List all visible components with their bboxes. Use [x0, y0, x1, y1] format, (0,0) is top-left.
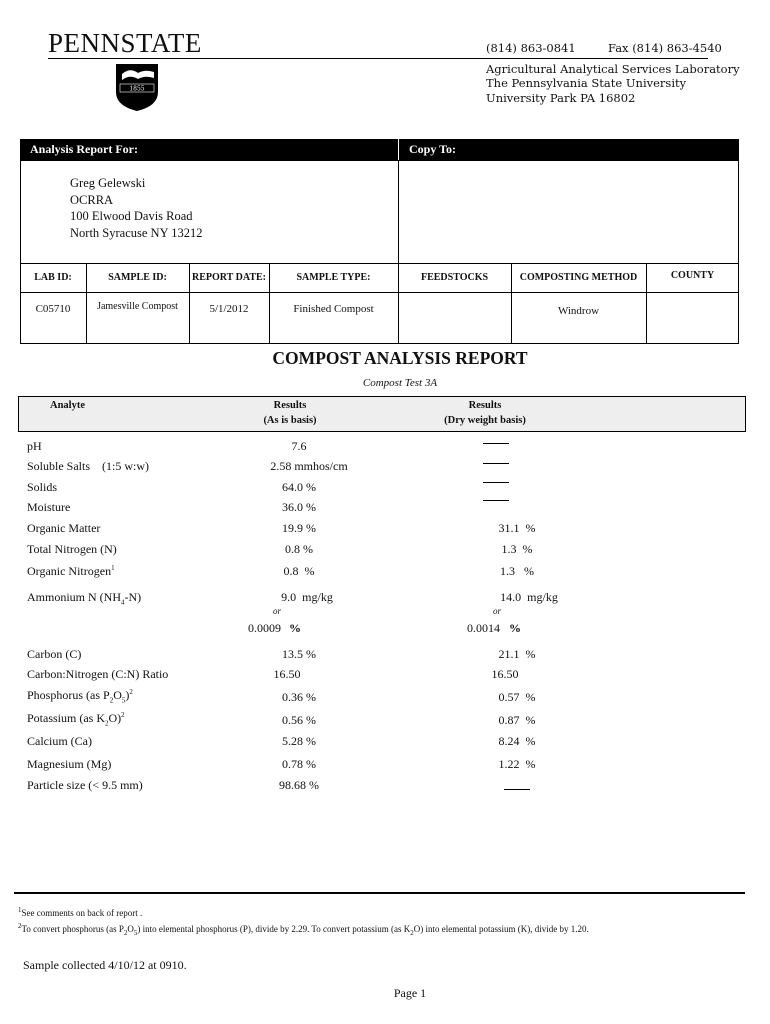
row-total-nitrogen	[27, 542, 737, 562]
lab-name: Agricultural Analytical Services Laboratory	[486, 62, 740, 76]
lab-phone: (814) 863-0841	[486, 41, 576, 55]
lab-city: University Park PA 16802	[486, 91, 636, 105]
col-results-dry	[425, 398, 545, 428]
subscript: 5	[133, 928, 138, 937]
td-county	[646, 294, 739, 324]
analyte-text: -N)	[124, 590, 142, 604]
analyte-name: Soluble Salts (1:5 w:w)	[27, 459, 149, 473]
analyte-text: O	[113, 688, 122, 702]
analyte-text: O)	[108, 711, 122, 725]
footnote-ref: 1	[111, 564, 115, 572]
td-sample-type: Finished Compost	[293, 303, 374, 315]
analyte-text: Organic Nitrogen	[27, 564, 112, 578]
value-asis: 0.56 %	[282, 713, 316, 727]
analyte-name	[27, 711, 125, 727]
footnote-text: O	[127, 924, 134, 934]
value-asis: 0.78 %	[282, 757, 316, 771]
th-composting-method: COMPOSTING METHOD	[519, 272, 638, 283]
footnote-ref: 2	[121, 711, 125, 719]
value-asis: 13.5 %	[282, 647, 316, 661]
copy-to-box	[398, 160, 739, 264]
footnote-num: 2	[18, 922, 22, 930]
analyte-name	[27, 688, 133, 704]
analyte-name: pH	[27, 439, 42, 453]
row-ammonium-or	[27, 606, 737, 620]
lab-fax: Fax (814) 863-4540	[608, 41, 722, 55]
td-sample-id: Jamesville Compost	[97, 300, 178, 312]
td-report-date: 5/1/2012	[209, 303, 249, 315]
td-composting-method: Windrow	[557, 305, 600, 317]
analyte-text: Ammonium N (NH	[27, 590, 121, 604]
value-dry: 1.3 %	[501, 542, 533, 556]
address-line: Greg Gelewski	[70, 176, 146, 190]
th-report-date: REPORT DATE:	[191, 272, 266, 283]
page-number: Page 1	[393, 986, 427, 1000]
address-line: 100 Elwood Davis Road	[70, 209, 193, 223]
report-for-address	[70, 175, 203, 241]
row-solids	[27, 480, 737, 500]
shield-icon	[114, 62, 160, 112]
value-asis: 64.0 %	[282, 480, 316, 494]
sample-table-divider	[20, 292, 739, 293]
value-dry: 31.1 %	[498, 521, 536, 535]
subscript: 4	[121, 598, 125, 607]
col-results-label: Results	[468, 400, 502, 411]
row-organic-nitrogen	[27, 564, 737, 584]
row-carbon	[27, 647, 737, 667]
row-particle-size	[27, 778, 737, 798]
row-ph	[27, 439, 737, 459]
copy-to-header: Copy To:	[399, 139, 739, 160]
unit-percent: %	[509, 621, 521, 635]
report-for-header: Analysis Report For:	[20, 139, 398, 160]
col-analyte: Analyte	[50, 400, 85, 411]
footnote-ref: 2	[129, 688, 133, 696]
no-value-dash	[483, 443, 509, 444]
subscript: 2	[410, 928, 414, 937]
row-potassium	[27, 711, 737, 731]
analyte-name	[27, 590, 141, 606]
analyte-name: Carbon (C)	[27, 647, 82, 661]
value-asis: 16.50	[273, 667, 301, 681]
analyte-name: Carbon:Nitrogen (C:N) Ratio	[27, 667, 169, 681]
value-dry: 0.0014	[467, 621, 500, 635]
subscript: 5	[121, 696, 126, 705]
value-asis: 5.28 %	[282, 734, 316, 748]
value-dry: 8.24 %	[498, 734, 536, 748]
value-dry: 0.57 %	[498, 690, 536, 704]
results-header	[18, 396, 746, 432]
analyte-text: )	[125, 688, 130, 702]
value-asis: 19.9 %	[282, 521, 316, 535]
analyte-text: Phosphorus (as P	[27, 688, 110, 702]
col-results-asis	[230, 398, 350, 428]
value-dry: 14.0 mg/kg	[500, 590, 558, 604]
value-dry: 21.1 %	[498, 647, 536, 661]
no-value-dash	[483, 482, 509, 483]
value-asis: 7.6	[291, 439, 307, 453]
address-line: North Syracuse NY 13212	[70, 225, 203, 240]
row-soluble-salts	[27, 459, 737, 479]
subscript: 2	[109, 696, 114, 705]
footnote-num: 1	[18, 906, 22, 914]
th-lab-id: LAB ID:	[34, 272, 72, 283]
no-value-dash	[483, 463, 509, 464]
value-asis: 36.0 %	[282, 500, 316, 514]
value-asis: 9.0 mg/kg	[281, 590, 333, 604]
no-value-dash	[504, 789, 530, 790]
footnote-text: To convert phosphorus (as P	[21, 924, 124, 934]
lab-university: The Pennsylvania State University	[486, 76, 687, 90]
unit-percent: %	[289, 621, 301, 635]
subscript: 2	[123, 928, 128, 937]
subscript: 2	[105, 719, 109, 728]
td-feedstocks	[398, 294, 511, 324]
row-cn-ratio	[27, 667, 737, 687]
row-phosphorus	[27, 688, 737, 708]
col-asis-label: (As is basis)	[263, 415, 317, 426]
or-label: or	[492, 606, 501, 616]
analyte-name: Total Nitrogen (N)	[27, 542, 117, 556]
row-moisture	[27, 500, 737, 520]
value-asis: 98.68 %	[279, 778, 319, 792]
value-asis: 2.58 mmhos/cm	[270, 459, 348, 473]
footnote-text: O) into elemental potassium (K), divide by 1.20.	[413, 924, 589, 934]
header-rule	[48, 58, 708, 59]
sample-collected: Sample collected 4/10/12 at 0910.	[23, 958, 187, 972]
th-feedstocks: FEEDSTOCKS	[420, 272, 489, 283]
row-ammonium-percent	[27, 621, 737, 641]
shield-year: 1855	[129, 85, 145, 93]
analyte-name: Solids	[27, 480, 58, 494]
analyte-text: Potassium (as K	[27, 711, 105, 725]
analyte-name: Moisture	[27, 500, 71, 514]
value-asis: 0.8 %	[283, 564, 315, 578]
footnote-text: ) into elemental phosphorus (P), divide by 2.29. To convert potassium (as K	[137, 924, 411, 934]
value-dry: 1.3 %	[500, 564, 534, 578]
footnote-1	[18, 906, 142, 918]
col-dry-label: (Dry weight basis)	[444, 415, 526, 426]
row-magnesium	[27, 757, 737, 777]
analyte-name: Organic Matter	[27, 521, 101, 535]
analyte-name: Calcium (Ca)	[27, 734, 92, 748]
report-subtitle: Compost Test 3A	[362, 377, 438, 389]
footer-rule	[14, 892, 745, 894]
or-label: or	[272, 606, 281, 616]
th-sample-type: SAMPLE TYPE:	[296, 272, 371, 283]
value-dry: 1.22 %	[498, 757, 536, 771]
address-line: OCRRA	[70, 192, 114, 207]
pennstate-logo: PENNSTATE	[48, 28, 202, 58]
row-calcium	[27, 734, 737, 754]
footnote-text: See comments on back of report .	[21, 908, 143, 918]
th-county: COUNTY	[670, 269, 715, 281]
value-asis: 0.36 %	[282, 690, 316, 704]
analyte-name: Magnesium (Mg)	[27, 757, 112, 771]
report-title: COMPOST ANALYSIS REPORT	[272, 348, 528, 368]
th-sample-id: SAMPLE ID:	[108, 272, 167, 283]
value-dry: 16.50	[491, 667, 519, 681]
value-asis: 0.0009	[248, 621, 281, 635]
td-lab-id: C05710	[35, 303, 71, 315]
footnote-2	[18, 922, 589, 937]
row-organic-matter	[27, 521, 737, 541]
col-results-label: Results	[273, 400, 307, 411]
analyte-name: Particle size (< 9.5 mm)	[27, 778, 143, 792]
analyte-name	[27, 564, 115, 579]
value-asis: 0.8 %	[285, 542, 313, 556]
value-dry: 0.87 %	[498, 713, 536, 727]
